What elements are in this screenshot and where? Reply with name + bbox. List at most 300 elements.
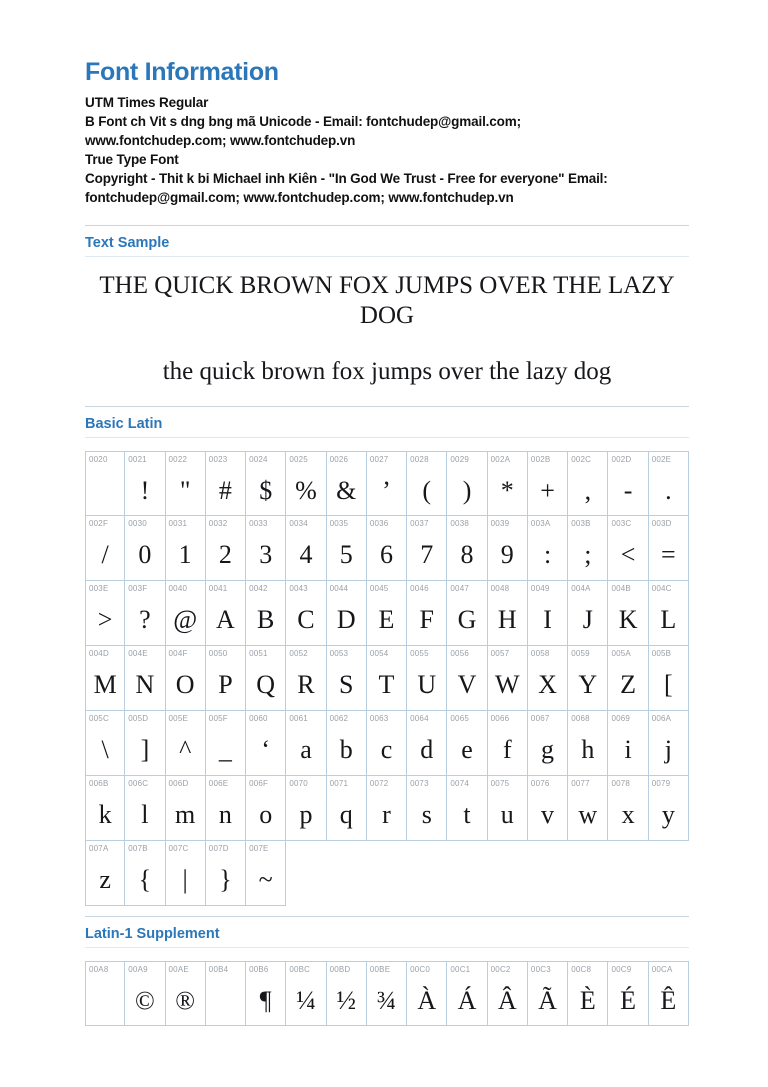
glyph-cell xyxy=(407,961,447,1026)
codepoint-label: 005E xyxy=(168,714,189,723)
glyph: ~ xyxy=(258,865,273,894)
glyph-cell xyxy=(206,961,246,1026)
glyph-cell xyxy=(206,646,246,711)
glyph: j xyxy=(664,735,672,764)
glyph-cell xyxy=(447,961,487,1026)
glyph-cell xyxy=(246,961,286,1026)
glyph-cell xyxy=(125,776,165,841)
codepoint-label: 002B xyxy=(530,455,551,464)
codepoint-label: 00C8 xyxy=(571,965,592,974)
glyph: Q xyxy=(256,670,276,699)
codepoint-label: 0054 xyxy=(369,649,389,658)
glyph: - xyxy=(623,475,633,505)
codepoint-label: 0068 xyxy=(571,714,590,723)
section-heading-latin1-supplement: Latin-1 Supplement xyxy=(85,925,689,948)
codepoint-label: 007D xyxy=(208,844,229,853)
codepoint-label: 0049 xyxy=(530,584,550,593)
glyph-cell xyxy=(125,581,165,646)
glyph: : xyxy=(543,540,552,569)
glyph-cell xyxy=(608,711,648,776)
glyph: q xyxy=(339,800,353,829)
glyph-cell xyxy=(447,776,487,841)
glyph-cell xyxy=(125,646,165,711)
glyph: K xyxy=(618,605,638,634)
codepoint-label: 0036 xyxy=(369,519,389,528)
codepoint-label: 006C xyxy=(128,779,149,788)
glyph-row xyxy=(85,516,689,581)
glyph-cell xyxy=(286,711,326,776)
glyph-cell xyxy=(125,516,165,581)
glyph-cell xyxy=(528,961,568,1026)
codepoint-label: 004D xyxy=(89,649,109,658)
codepoint-label: 002E xyxy=(651,455,672,464)
codepoint-label: 0063 xyxy=(369,714,389,723)
glyph: ( xyxy=(422,475,432,505)
codepoint-label: 0074 xyxy=(450,779,469,788)
glyph-cell xyxy=(85,646,125,711)
glyph: z xyxy=(99,865,111,894)
glyph-cell xyxy=(286,516,326,581)
glyph-cell xyxy=(649,711,689,776)
glyph-cell xyxy=(447,646,487,711)
codepoint-label: 0057 xyxy=(490,649,510,658)
glyph: / xyxy=(101,540,109,569)
codepoint-label: 00BE xyxy=(369,965,391,974)
codepoint-label: 0062 xyxy=(329,714,349,723)
codepoint-label: 0023 xyxy=(208,455,228,464)
glyph: 5 xyxy=(339,540,353,569)
glyph: e xyxy=(461,735,473,764)
codepoint-label: 0065 xyxy=(450,714,469,723)
glyph: T xyxy=(378,670,395,699)
glyph: 7 xyxy=(420,540,434,569)
glyph: W xyxy=(495,670,520,699)
codepoint-label: 0064 xyxy=(410,714,429,723)
glyph-cell xyxy=(246,841,286,906)
codepoint-label: 0067 xyxy=(530,714,550,723)
glyph-cell xyxy=(649,516,689,581)
glyph: ® xyxy=(175,985,196,1015)
glyph: u xyxy=(500,800,514,829)
glyph-cell xyxy=(407,451,447,516)
glyph-cell xyxy=(568,646,608,711)
glyph-cell xyxy=(447,711,487,776)
glyph-cell xyxy=(367,961,407,1026)
glyph-row xyxy=(85,961,689,1026)
glyph: ; xyxy=(584,540,592,569)
codepoint-label: 002F xyxy=(89,519,109,528)
codepoint-label: 0030 xyxy=(128,519,147,528)
codepoint-label: 006A xyxy=(651,714,672,723)
glyph-row xyxy=(85,711,689,776)
glyph: H xyxy=(497,605,517,634)
glyph: © xyxy=(135,985,155,1015)
codepoint-label: 0025 xyxy=(289,455,308,464)
glyph: , xyxy=(584,475,592,505)
glyph: 8 xyxy=(460,540,474,569)
glyph: ^ xyxy=(179,735,192,764)
codepoint-label: 005B xyxy=(651,649,672,658)
codepoint-label: 00C0 xyxy=(410,965,431,974)
codepoint-label: 00C2 xyxy=(490,965,511,974)
codepoint-label: 0052 xyxy=(289,649,308,658)
glyph xyxy=(86,466,124,515)
glyph: G xyxy=(457,605,477,634)
codepoint-label: 004A xyxy=(571,584,591,593)
font-info-block xyxy=(85,93,689,207)
codepoint-label: 002D xyxy=(611,455,632,464)
glyph-cell xyxy=(166,841,206,906)
codepoint-label: 004E xyxy=(128,649,148,658)
glyph-cell xyxy=(286,451,326,516)
glyph-cell xyxy=(206,711,246,776)
glyph: ’ xyxy=(382,475,391,505)
codepoint-label: 00BC xyxy=(289,965,311,974)
glyph-cell xyxy=(367,451,407,516)
copyright-line: Copyright - Thit k bi Michael inh Kiên - "In God We Trust - Free for everyone" Email: xyxy=(85,171,608,186)
codepoint-label: 007C xyxy=(168,844,189,853)
codepoint-label: 003D xyxy=(651,519,672,528)
glyph-cell xyxy=(608,516,648,581)
codepoint-label: 0071 xyxy=(329,779,349,788)
section-divider xyxy=(85,225,689,226)
codepoint-label: 0046 xyxy=(410,584,429,593)
glyph-cell xyxy=(608,776,648,841)
font-name-line: UTM Times Regular xyxy=(85,95,209,110)
codepoint-label: 004B xyxy=(611,584,631,593)
glyph: [ xyxy=(664,670,673,699)
section-heading-basic-latin: Basic Latin xyxy=(85,415,689,438)
glyph-cell xyxy=(608,961,648,1026)
codepoint-label: 0056 xyxy=(450,649,469,658)
glyph: % xyxy=(295,475,317,505)
glyph-cell xyxy=(488,451,528,516)
glyph: 0 xyxy=(138,540,152,569)
glyph-cell xyxy=(166,451,206,516)
glyph-cell xyxy=(568,581,608,646)
glyph-cell xyxy=(367,646,407,711)
codepoint-label: 004F xyxy=(168,649,188,658)
glyph: f xyxy=(502,735,512,764)
glyph: L xyxy=(660,605,677,634)
glyph-cell xyxy=(528,776,568,841)
glyph-cell xyxy=(568,451,608,516)
codepoint-label: 0029 xyxy=(450,455,469,464)
codepoint-label: 005C xyxy=(89,714,109,723)
glyph-cell xyxy=(488,646,528,711)
glyph-cell xyxy=(568,711,608,776)
glyph: J xyxy=(582,605,593,634)
glyph: @ xyxy=(173,605,198,634)
glyph-cell xyxy=(125,841,165,906)
glyph: _ xyxy=(218,735,232,764)
glyph-cell xyxy=(327,776,367,841)
glyph: Ê xyxy=(660,985,677,1015)
section-heading-text-sample: Text Sample xyxy=(85,234,689,257)
codepoint-label: 0040 xyxy=(168,584,188,593)
glyph-cell xyxy=(488,776,528,841)
codepoint-label: 0033 xyxy=(249,519,268,528)
glyph: a xyxy=(300,735,312,764)
glyph: ! xyxy=(140,475,150,505)
glyph: ½ xyxy=(336,985,356,1015)
codepoint-label: 0075 xyxy=(490,779,510,788)
glyph: X xyxy=(538,670,557,699)
glyph: k xyxy=(98,800,112,829)
glyph: ] xyxy=(140,735,150,764)
glyph: l xyxy=(141,800,149,829)
codepoint-label: 0042 xyxy=(249,584,268,593)
codepoint-label: 0059 xyxy=(571,649,590,658)
codepoint-label: 00BD xyxy=(329,965,351,974)
glyph: 2 xyxy=(218,540,232,569)
codepoint-label: 0053 xyxy=(329,649,349,658)
codepoint-label: 006D xyxy=(168,779,189,788)
codepoint-label: 00A9 xyxy=(128,965,148,974)
glyph: R xyxy=(297,670,315,699)
codepoint-label: 0066 xyxy=(490,714,510,723)
glyph: | xyxy=(182,865,188,894)
codepoint-label: 00B6 xyxy=(249,965,269,974)
glyph-cell xyxy=(85,581,125,646)
codepoint-label: 006B xyxy=(89,779,109,788)
glyph-cell xyxy=(528,581,568,646)
glyph-cell xyxy=(327,646,367,711)
glyph: i xyxy=(624,735,632,764)
glyph: Ã xyxy=(538,985,557,1015)
glyph: $ xyxy=(259,475,273,505)
glyph-cell xyxy=(568,516,608,581)
glyph: h xyxy=(581,735,595,764)
glyph-cell xyxy=(407,711,447,776)
codepoint-label: 0037 xyxy=(410,519,429,528)
glyph: ? xyxy=(139,605,151,634)
codepoint-label: 0028 xyxy=(410,455,429,464)
glyph-cell xyxy=(528,451,568,516)
basic-latin-table xyxy=(85,451,689,906)
codepoint-label: 006E xyxy=(208,779,229,788)
glyph-cell xyxy=(286,961,326,1026)
glyph: A xyxy=(216,605,235,634)
codepoint-label: 0034 xyxy=(289,519,308,528)
glyph-row xyxy=(85,646,689,711)
codepoint-label: 0076 xyxy=(530,779,550,788)
glyph: 1 xyxy=(178,540,192,569)
glyph-cell xyxy=(568,776,608,841)
glyph: = xyxy=(661,540,676,569)
glyph-cell xyxy=(608,581,648,646)
codepoint-label: 0061 xyxy=(289,714,308,723)
text-sample-lowercase: the quick brown fox jumps over the lazy dog xyxy=(162,358,612,385)
glyph-cell xyxy=(367,516,407,581)
glyph-row xyxy=(85,841,689,906)
codepoint-label: 0078 xyxy=(611,779,631,788)
glyph: V xyxy=(457,670,477,699)
section-divider xyxy=(85,916,689,917)
glyph-cell xyxy=(488,581,528,646)
glyph-cell xyxy=(166,776,206,841)
codepoint-label: 003E xyxy=(89,584,109,593)
codepoint-label: 0051 xyxy=(249,649,268,658)
glyph: ) xyxy=(462,475,472,505)
codepoint-label: 0027 xyxy=(369,455,389,464)
glyph: O xyxy=(175,670,195,699)
glyph-cell xyxy=(166,961,206,1026)
codepoint-label: 0024 xyxy=(249,455,268,464)
glyph-cell xyxy=(166,581,206,646)
glyph: + xyxy=(540,475,555,505)
glyph-cell xyxy=(166,516,206,581)
glyph-cell xyxy=(206,841,246,906)
glyph: 6 xyxy=(379,540,393,569)
glyph-cell xyxy=(407,646,447,711)
codepoint-label: 002A xyxy=(490,455,511,464)
glyph: È xyxy=(579,985,596,1015)
font-description-line: B Font ch Vit s dng bng mã Unicode - Email: fontchudep@gmail.com; xyxy=(85,114,521,129)
glyph-cell xyxy=(246,646,286,711)
codepoint-label: 0048 xyxy=(490,584,510,593)
glyph-cell xyxy=(608,451,648,516)
codepoint-label: 005A xyxy=(611,649,631,658)
page-title: Font Information xyxy=(85,58,279,86)
glyph: d xyxy=(420,735,434,764)
glyph: # xyxy=(218,475,232,505)
glyph-cell xyxy=(206,451,246,516)
codepoint-label: 00A8 xyxy=(89,965,109,974)
codepoint-label: 005D xyxy=(128,714,149,723)
glyph: w xyxy=(578,800,598,829)
glyph-cell xyxy=(85,451,125,516)
codepoint-label: 007E xyxy=(249,844,269,853)
glyph: 3 xyxy=(259,540,273,569)
glyph xyxy=(206,976,245,1025)
glyph-row xyxy=(85,451,689,516)
codepoint-label: 0026 xyxy=(329,455,349,464)
glyph-cell xyxy=(246,516,286,581)
glyph-cell xyxy=(246,581,286,646)
glyph-cell xyxy=(649,581,689,646)
glyph: b xyxy=(339,735,353,764)
codepoint-label: 003C xyxy=(611,519,632,528)
glyph: P xyxy=(218,670,233,699)
codepoint-label: 007A xyxy=(89,844,109,853)
glyph-cell xyxy=(125,711,165,776)
glyph-cell xyxy=(125,451,165,516)
glyph-cell xyxy=(649,961,689,1026)
codepoint-label: 00B4 xyxy=(208,965,229,974)
codepoint-label: 00AE xyxy=(168,965,189,974)
codepoint-label: 005F xyxy=(208,714,228,723)
glyph-cell xyxy=(407,776,447,841)
glyph-cell xyxy=(246,451,286,516)
codepoint-label: 003B xyxy=(571,519,591,528)
glyph-cell xyxy=(447,516,487,581)
glyph-cell xyxy=(85,516,125,581)
glyph: m xyxy=(175,800,196,829)
glyph: ¶ xyxy=(259,985,272,1015)
glyph: { xyxy=(138,865,152,894)
glyph xyxy=(86,976,124,1025)
font-websites-line: www.fontchudep.com; www.fontchudep.vn xyxy=(85,133,356,148)
glyph-cell xyxy=(367,581,407,646)
glyph: Y xyxy=(578,670,598,699)
codepoint-label: 0045 xyxy=(369,584,389,593)
glyph-cell xyxy=(649,646,689,711)
glyph-cell xyxy=(166,711,206,776)
glyph-row xyxy=(85,581,689,646)
glyph-cell xyxy=(608,646,648,711)
font-type-line: True Type Font xyxy=(85,152,179,167)
glyph: Z xyxy=(620,670,637,699)
codepoint-label: 0060 xyxy=(249,714,268,723)
glyph: s xyxy=(421,800,432,829)
codepoint-label: 0041 xyxy=(208,584,228,593)
copyright-contact-line: fontchudep@gmail.com; www.fontchudep.com; www.fontchudep.vn xyxy=(85,190,514,205)
glyph-cell xyxy=(447,451,487,516)
glyph-cell xyxy=(206,776,246,841)
glyph: É xyxy=(620,985,637,1015)
text-sample-uppercase: THE QUICK BROWN FOX JUMPS OVER THE LAZY DOG xyxy=(99,272,675,329)
codepoint-label: 006F xyxy=(249,779,269,788)
glyph-cell xyxy=(367,776,407,841)
glyph-cell xyxy=(286,646,326,711)
glyph-cell xyxy=(85,711,125,776)
glyph: 9 xyxy=(500,540,514,569)
glyph: } xyxy=(219,865,232,894)
codepoint-label: 0069 xyxy=(611,714,631,723)
glyph-cell xyxy=(327,516,367,581)
glyph-cell xyxy=(488,711,528,776)
codepoint-label: 0038 xyxy=(450,519,469,528)
glyph: ¼ xyxy=(296,985,316,1015)
glyph: " xyxy=(179,475,191,505)
codepoint-label: 0043 xyxy=(289,584,308,593)
codepoint-label: 00CA xyxy=(651,965,673,974)
codepoint-label: 0020 xyxy=(89,455,108,464)
codepoint-label: 00C3 xyxy=(530,965,551,974)
latin1-supplement-table xyxy=(85,961,689,1026)
glyph: g xyxy=(541,735,555,764)
glyph-cell xyxy=(246,711,286,776)
codepoint-label: 00C9 xyxy=(611,965,632,974)
glyph: > xyxy=(97,605,113,634)
glyph-cell xyxy=(286,776,326,841)
glyph-cell xyxy=(447,581,487,646)
codepoint-label: 004C xyxy=(651,584,672,593)
codepoint-label: 0021 xyxy=(128,455,147,464)
glyph: y xyxy=(661,800,675,829)
glyph-cell xyxy=(327,711,367,776)
glyph-cell xyxy=(85,961,125,1026)
glyph: M xyxy=(93,670,117,699)
codepoint-label: 0058 xyxy=(530,649,550,658)
glyph: x xyxy=(621,800,635,829)
codepoint-label: 00C1 xyxy=(450,965,471,974)
glyph-cell xyxy=(327,581,367,646)
glyph-cell xyxy=(125,961,165,1026)
glyph: F xyxy=(419,605,434,634)
glyph: C xyxy=(297,605,315,634)
glyph-cell xyxy=(528,646,568,711)
glyph-cell xyxy=(528,516,568,581)
glyph: r xyxy=(382,800,391,829)
codepoint-label: 0055 xyxy=(410,649,429,658)
glyph: N xyxy=(135,670,155,699)
codepoint-label: 0022 xyxy=(168,455,188,464)
glyph: ‘ xyxy=(261,735,271,764)
codepoint-label: 0031 xyxy=(168,519,188,528)
glyph: n xyxy=(218,800,232,829)
